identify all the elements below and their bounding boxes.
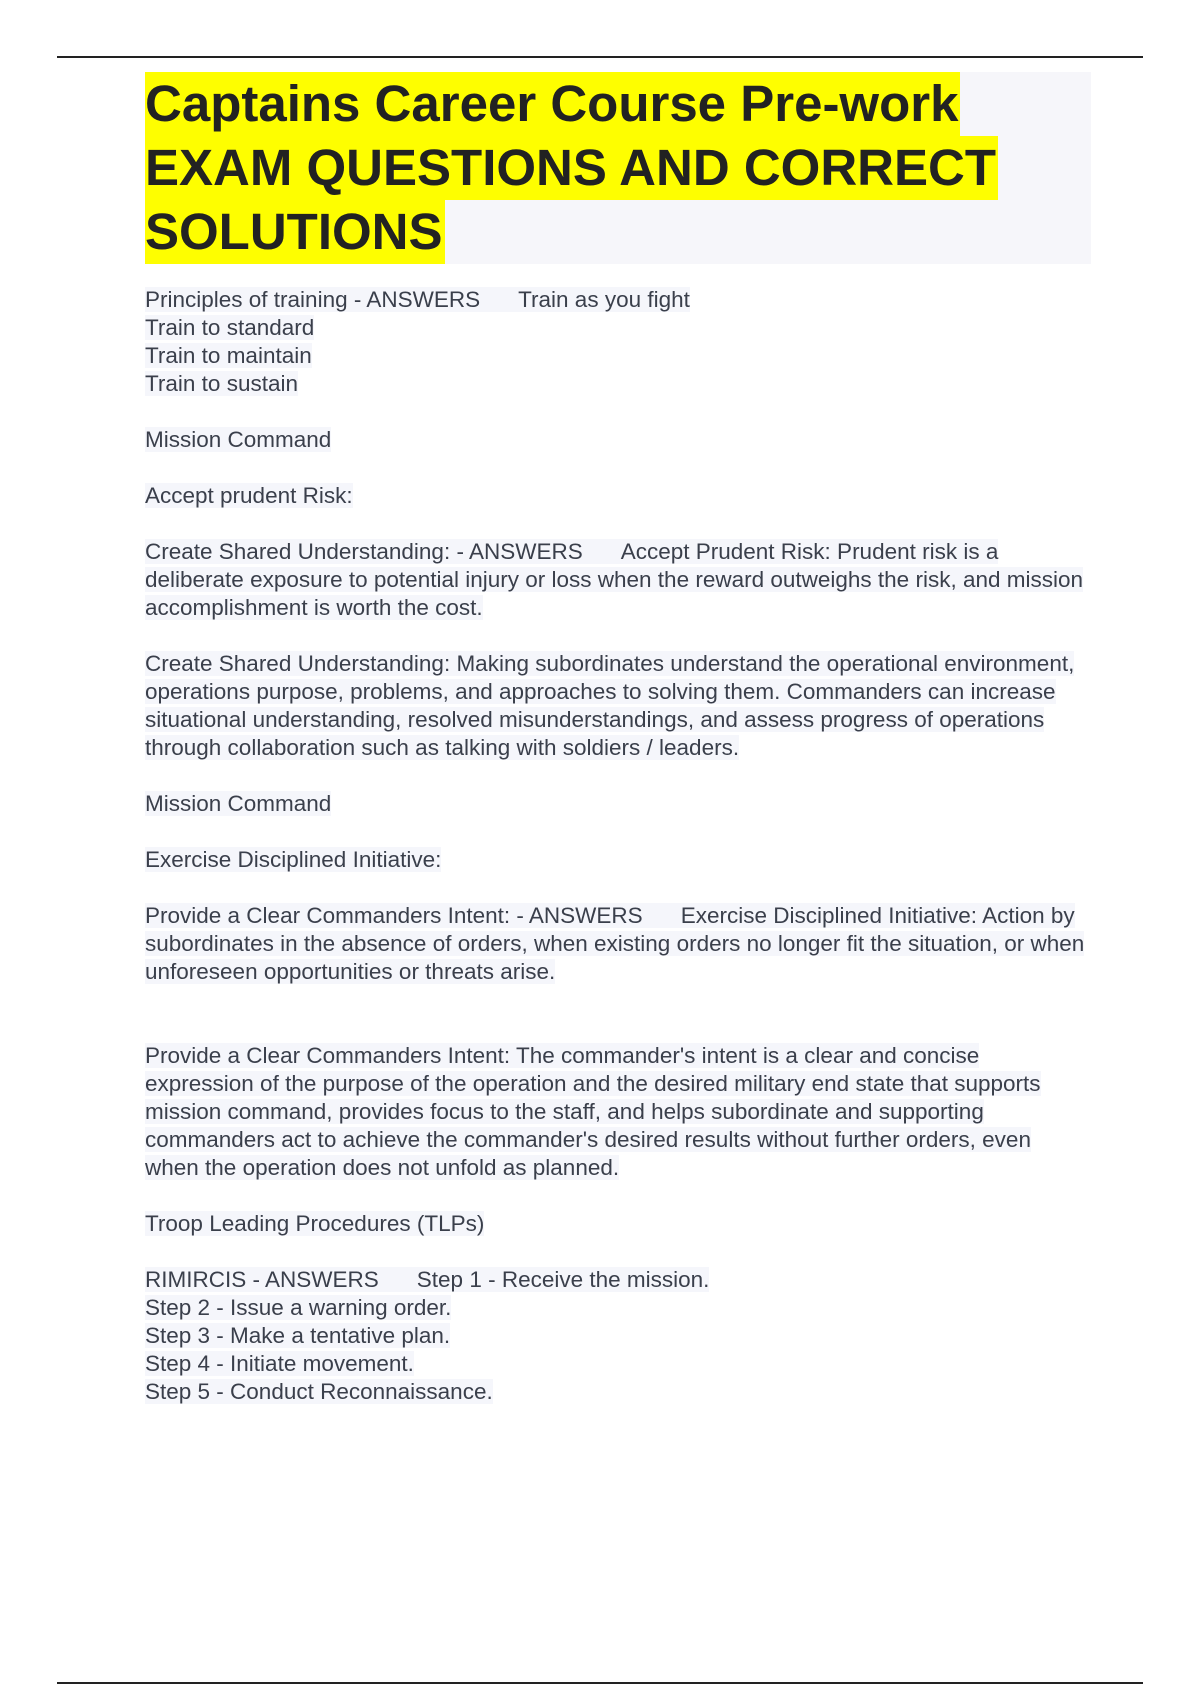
principles-of-training xyxy=(145,286,1090,398)
rimircis-step-3: Step 3 - Make a tentative plan. xyxy=(145,1323,451,1348)
provide-intent-answer: Exercise Disciplined Initiative: Action by subordinates in the absence of orders, when existing orders no longer fit the situation, or when unforeseen opportunities or threats arise. xyxy=(145,903,1085,984)
rimircis-step-4: Step 4 - Initiate movement. xyxy=(145,1351,414,1376)
create-shared-understanding-qa xyxy=(145,538,1090,622)
provide-intent-question: Provide a Clear Commanders Intent: - ANSWERS xyxy=(145,903,643,928)
create-shared-understanding-definition: Create Shared Understanding: Making subordinates understand the operational environment, operations purpose, problems, and approaches to solving them. Commanders can increase situational understanding, resolved misunderstandings, and assess progress of operations through collaboration such as talking with soldiers / leaders. xyxy=(145,651,1075,760)
principles-answer-2: Train to standard xyxy=(145,315,315,340)
rimircis-step-2: Step 2 - Issue a warning order. xyxy=(145,1295,452,1320)
mission-command-heading-1: Mission Command xyxy=(145,427,332,452)
provide-clear-intent-qa xyxy=(145,902,1090,986)
rimircis-step-5: Step 5 - Conduct Reconnaissance. xyxy=(145,1379,493,1404)
tlp-heading: Troop Leading Procedures (TLPs) xyxy=(145,1211,485,1236)
principles-question: Principles of training - ANSWERS xyxy=(145,287,481,312)
title-line-2: EXAM QUESTIONS AND CORRECT xyxy=(145,136,998,200)
rimircis-question: RIMIRCIS - ANSWERS xyxy=(145,1267,379,1292)
document-body xyxy=(145,286,1090,1406)
mission-command-heading-2: Mission Command xyxy=(145,791,332,816)
accept-prudent-risk-label: Accept prudent Risk: xyxy=(145,483,353,508)
principles-answer-1: Train as you fight xyxy=(518,287,690,312)
rimircis-qa xyxy=(145,1266,1090,1406)
principles-answer-3: Train to maintain xyxy=(145,343,312,368)
create-shared-question: Create Shared Understanding: - ANSWERS xyxy=(145,539,583,564)
provide-clear-intent-definition: Provide a Clear Commanders Intent: The commander's intent is a clear and concise expression of the purpose of the operation and the desired military end state that supports mission command, provides focus to the staff, and helps subordinate and supporting commanders act to achieve the commander's desired results without further orders, even when the operation does not unfold as planned. xyxy=(145,1043,1041,1180)
document-title xyxy=(145,72,1091,264)
document-page xyxy=(145,72,1090,1434)
spacer xyxy=(145,1014,1090,1042)
top-rule xyxy=(57,56,1143,58)
principles-answer-4: Train to sustain xyxy=(145,371,298,396)
title-line-1: Captains Career Course Pre-work xyxy=(145,72,960,136)
title-line-3: SOLUTIONS xyxy=(145,200,445,264)
bottom-rule xyxy=(57,1682,1143,1684)
exercise-disciplined-initiative-label: Exercise Disciplined Initiative: xyxy=(145,847,442,872)
create-shared-answer: Accept Prudent Risk: Prudent risk is a deliberate exposure to potential injury or loss when the reward outweighs the risk, and mission accomplishment is worth the cost. xyxy=(145,539,1084,620)
rimircis-step-1: Step 1 - Receive the mission. xyxy=(416,1267,710,1292)
